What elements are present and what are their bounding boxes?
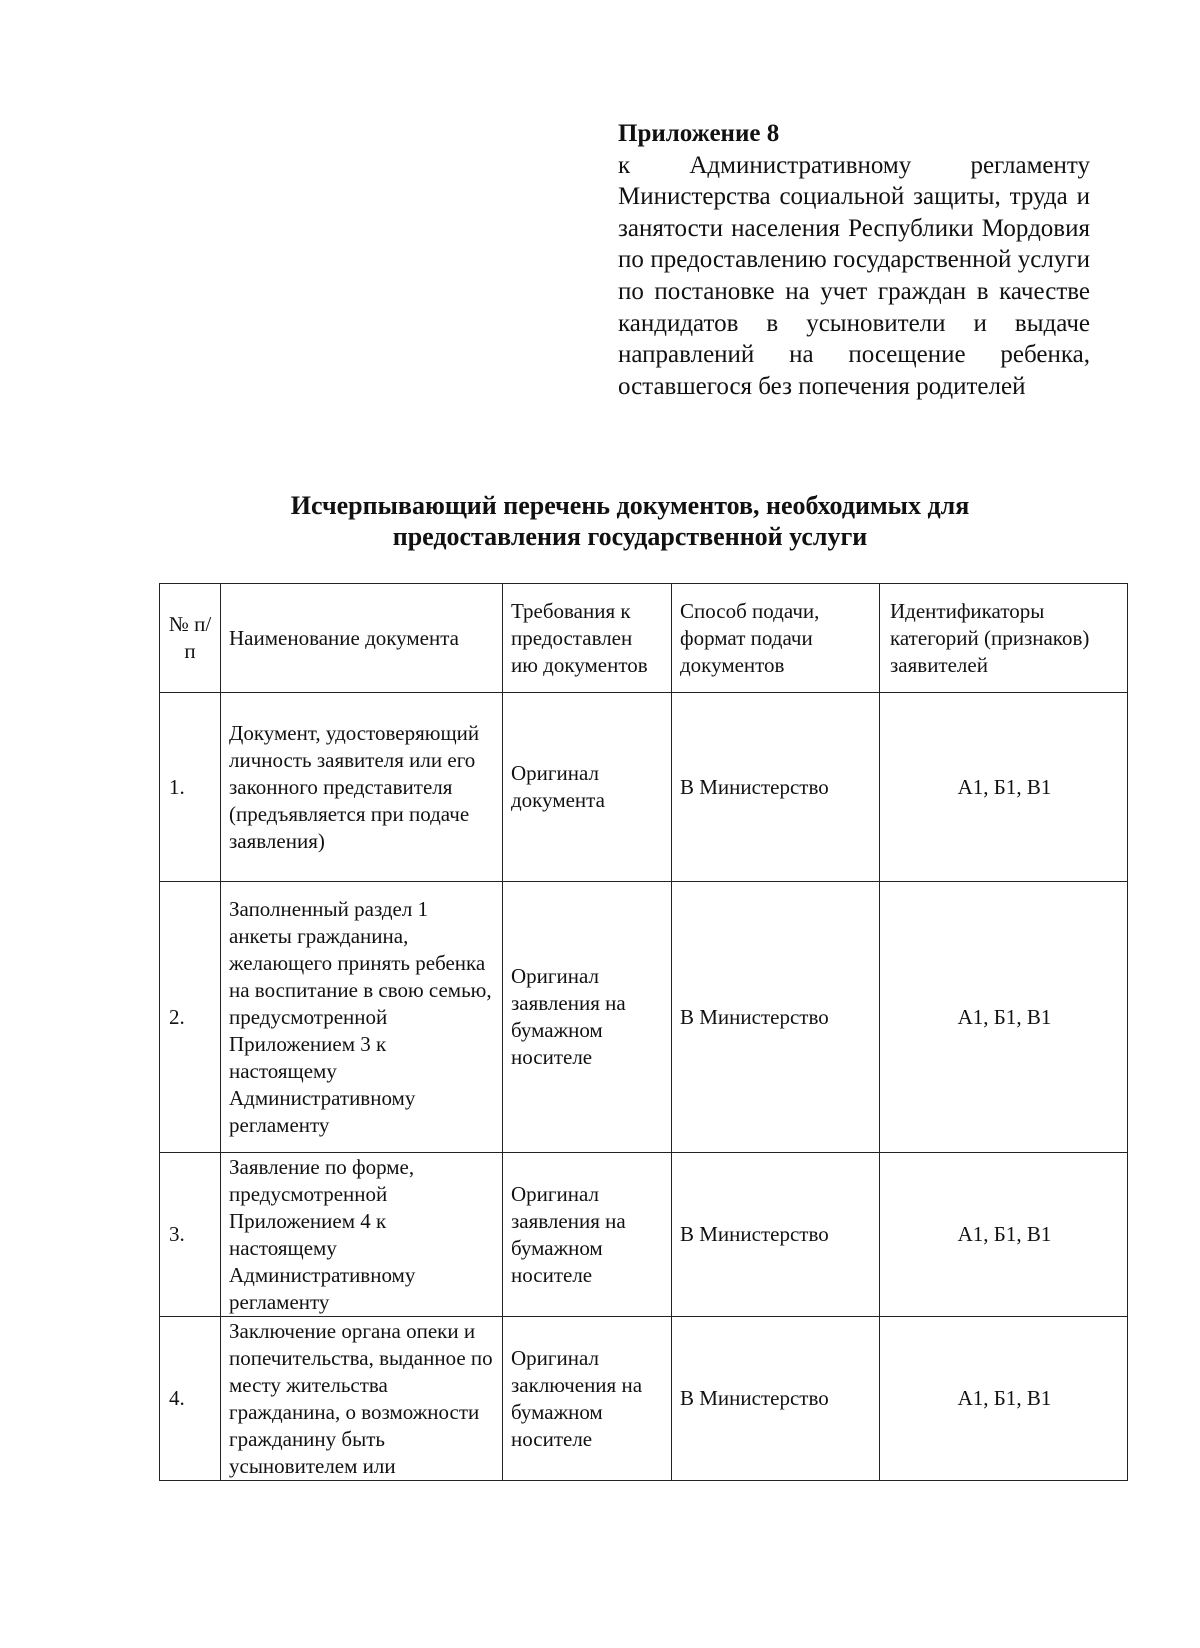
header-document-name: Наименование документа	[221, 584, 503, 693]
appendix-block	[618, 118, 1090, 402]
table-header-row	[160, 584, 1128, 693]
row-submission-method: В Министерство	[672, 1153, 880, 1317]
row-requirements: Оригинал заявления на бумажном носителе	[503, 882, 672, 1153]
documents-table	[159, 583, 1128, 1481]
row-document-name: Заключение органа опеки и попечительства, выданное по месту жительства гражданина, о возможности гражданину быть усыновителем или	[221, 1317, 503, 1481]
document-title-line-1: Исчерпывающий перечень документов, необходимых для	[290, 491, 970, 520]
row-requirements: Оригинал заявления на бумажном носителе	[503, 1153, 672, 1317]
row-document-name: Документ, удостоверяющий личность заявителя или его законного представителя (предъявляется при подаче заявления)	[221, 693, 503, 882]
row-document-name: Заявление по форме, предусмотренной Приложением 4 к настоящему Административному регламенту	[221, 1153, 503, 1317]
table-row	[160, 882, 1128, 1153]
row-requirements: Оригинал документа	[503, 693, 672, 882]
row-number: 3.	[160, 1153, 221, 1317]
header-applicant-identifiers: Идентификаторы категорий (признаков) заявителей	[880, 584, 1128, 693]
row-requirements: Оригинал заключения на бумажном носителе	[503, 1317, 672, 1481]
appendix-text: к Административному регламенту Министерства социальной защиты, труда и занятости населения Республики Мордовия по предоставлению государственной услуги по постановке на учет граждан в качестве кандидатов в усыновители и выдаче направлений на посещение ребенка, оставшегося без попечения родителей	[618, 151, 1090, 400]
table-row	[160, 1153, 1128, 1317]
row-applicant-identifiers: А1, Б1, В1	[880, 1317, 1128, 1481]
table-row	[160, 1317, 1128, 1481]
row-number: 2.	[160, 882, 221, 1153]
document-title-line-2: предоставления государственной услуги	[392, 522, 868, 551]
row-number: 1.	[160, 693, 221, 882]
header-requirements: Требования к предоставлен ию документов	[503, 584, 672, 693]
row-number: 4.	[160, 1317, 221, 1481]
table-row	[160, 693, 1128, 882]
row-document-name: Заполненный раздел 1 анкеты гражданина, желающего принять ребенка на воспитание в свою семью, предусмотренной Приложением 3 к настоящему Административному регламенту	[221, 882, 503, 1153]
row-applicant-identifiers: А1, Б1, В1	[880, 882, 1128, 1153]
document-title	[180, 490, 1080, 552]
row-applicant-identifiers: А1, Б1, В1	[880, 693, 1128, 882]
row-submission-method: В Министерство	[672, 882, 880, 1153]
row-applicant-identifiers: А1, Б1, В1	[880, 1153, 1128, 1317]
appendix-title: Приложение 8	[618, 120, 780, 147]
row-submission-method: В Министерство	[672, 1317, 880, 1481]
header-submission-method: Способ подачи, формат подачи документов	[672, 584, 880, 693]
row-submission-method: В Министерство	[672, 693, 880, 882]
header-number: № п/п	[160, 584, 221, 693]
